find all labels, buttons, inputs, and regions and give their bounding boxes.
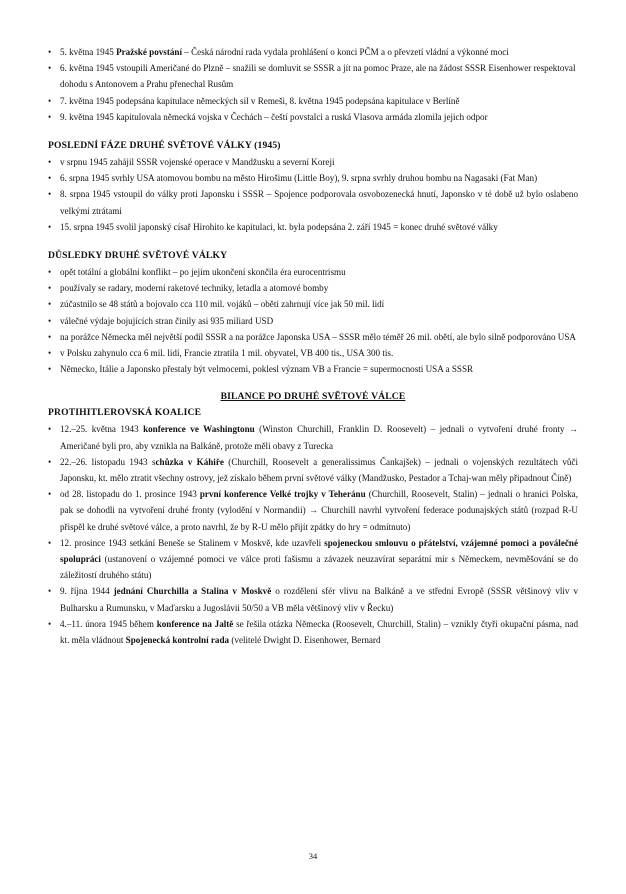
text: 12. prosince 1943 setkání Beneše se Stalinem v Moskvě, kde uzavřeli xyxy=(60,537,325,548)
text: 6. května 1945 vstoupili Američané do Plzně – snažili se domluvit se SSSR a jít na pomoc Praze, ale na žádost SSSR Eisenhower respektoval dohodu s Antonovem a Prahu přenechal Rusům xyxy=(60,63,576,90)
text: 5. května 1945 xyxy=(60,47,117,57)
list-item xyxy=(48,154,578,170)
text: 4.–11. února 1945 během xyxy=(60,618,157,629)
list-item xyxy=(48,345,578,361)
list-item xyxy=(48,583,578,615)
text: od 28. listopadu do 1. prosince 1943 xyxy=(60,489,200,500)
text: (Churchill, Roosevelt, Stalin) – jednali o hranici Polska, pak se dohodli na vytvoření druhé fronty (vylodění v Normandii) → Churchill navrhl vytvoření federace podunajských států (rozpad R-U přispěl ke druhé světové válce, a proto navrhl, že by R-U mělo přijít zpátky do hry = odmítnuto) xyxy=(60,489,578,532)
text: (Winston Churchill, Franklin D. Roosevelt) – jednali o vytvoření druhé fronty → Američané byli pro, aby vznikla na Balkáně, protože měli obavy z Turecka xyxy=(60,424,579,451)
text: (Churchill, Roosevelt a generalissimus Čankajšek) – jednali o vojenských rezultátech vůči Japonsku, kt. mělo ztratit všechny ostrovy, jež získalo během první světové války (Mandžusko, Pestador a Tchaj-wan měly připadnout Číně) xyxy=(60,456,578,484)
text: 22.–26. listopadu 1943 s xyxy=(60,456,156,467)
text: opět totální a globální konflikt – po jejím ukončení skončila éra eurocentrismu xyxy=(60,267,346,278)
list-item xyxy=(48,264,578,280)
list-item xyxy=(48,454,578,486)
list-item xyxy=(48,296,578,312)
text: – Česká národní rada vydala prohlášení o konci PČM a o převzetí vládní a výkonné moci xyxy=(182,47,509,57)
text: 12.–25. května 1943 xyxy=(60,424,144,435)
section-heading-consequences: DŮSLEDKY DRUHÉ SVĚTOVÉ VÁLKY xyxy=(48,250,228,262)
bold-text: jednání Churchilla a Stalina v Moskvě xyxy=(113,586,272,597)
bold-text: první konference Velké trojky v Teheránu xyxy=(199,489,366,500)
list-item xyxy=(48,280,578,296)
list-item xyxy=(48,44,578,60)
text: 8. srpna 1945 vstoupil do války proti Japonsku i SSSR – Spojence podporovala osvobozenecká hnutí, Japonsko v té době už bylo oslabeno velkými ztrátami xyxy=(60,189,578,216)
bold-text: konference ve Washingtonu xyxy=(143,424,255,435)
list-item xyxy=(48,109,578,125)
text: (velitelé Dwight D. Eisenhower, Bernard xyxy=(229,635,381,646)
text: na porážce Německa měl největší podíl SSSR a na porážce Japonska USA – SSSR mělo téměř 26 mil. obětí, ale bylo silně podporováno USA xyxy=(60,331,576,342)
text: válečné výdaje bojujících stran činily asi 935 miliard USD xyxy=(60,315,274,326)
text: 6. srpna 1945 svrhly USA atomovou bombu na město Hirošimu (Little Boy), 9. srpna svrhly druhou bombu na Nagasaki (Fat Man) xyxy=(60,173,538,184)
list-item xyxy=(48,219,578,235)
consequences-list xyxy=(48,264,578,377)
bold-text: chůzka v Káhiře xyxy=(155,456,224,467)
text: používaly se radary, moderní raketové techniky, letadla a atomové bomby xyxy=(60,283,329,294)
list-item xyxy=(48,313,578,329)
section-heading-last-phase: POSLEDNÍ FÁZE DRUHÉ SVĚTOVÉ VÁLKY (1945) xyxy=(48,140,281,152)
bold-text: Pražské povstání xyxy=(116,47,183,57)
intro-list xyxy=(48,44,578,125)
page-number: 34 xyxy=(308,851,318,861)
text: zúčastnilo se 48 států a bojovalo cca 110 mil. vojáků – oběti zahrnují více jak 50 mil. lidí xyxy=(60,299,385,310)
text: v Polsku zahynulo cca 6 mil. lidí, Francie ztratila 1 mil. obyvatel, VB 400 tis., USA 300 tis. xyxy=(60,348,394,359)
chapter-heading-bilance: BILANCE PO DRUHÉ SVĚTOVÉ VÁLCE xyxy=(220,391,406,403)
list-item xyxy=(48,535,578,584)
list-item xyxy=(48,616,578,648)
text: Německo, Itálie a Japonsko přestaly být velmocemi, poklesl význam VB a Francie = supermocnosti USA a SSSR xyxy=(60,364,474,375)
text: (ustanovení o vzájemné pomoci ve válce proti fašismu a závazek neuzavírat separátní mír s Německem, nevměšování se do záležitostí druhého státu) xyxy=(60,554,578,581)
bold-text: Spojenecká kontrolní rada xyxy=(125,635,230,646)
list-item xyxy=(48,93,578,109)
list-item xyxy=(48,170,578,186)
list-item xyxy=(48,60,578,92)
list-item xyxy=(48,329,578,345)
bold-text: konference na Jaltě xyxy=(156,618,234,629)
text: o rozdělení sfér vlivu na Balkáně a ve střední Evropě (SSSR většinový vliv v Bulharsku a Rumunsku, v Maďarsku a Jugoslávii 50/50 a VB měla většinový vliv v Řecku) xyxy=(60,586,578,613)
text: se řešila otázka Německa (Roosevelt, Churchill, Stalin) – vznikly čtyři okupační pásma, nad kt. měla vládnout xyxy=(60,618,578,646)
list-item xyxy=(48,421,578,453)
list-item xyxy=(48,361,578,377)
list-item xyxy=(48,186,578,218)
text: 7. května 1945 podepsána kapitulace německých sil v Remeši, 8. května 1945 podepsána kapitulace v Berlíně xyxy=(60,95,460,106)
text: 9. října 1944 xyxy=(60,586,114,597)
last-phase-list xyxy=(48,154,578,235)
bold-text: spojeneckou smlouvu o přátelství, vzájemné pomoci a poválečné spolupráci xyxy=(60,537,578,565)
list-item xyxy=(48,486,578,535)
text: 15. srpna 1945 svolil japonský císař Hirohito ke kapitulaci, kt. byla podepsána 2. září 1945 = konec druhé světové války xyxy=(60,221,498,232)
section-heading-coalition: PROTIHITLEROVSKÁ KOALICE xyxy=(48,407,202,419)
text: v srpnu 1945 zahájil SSSR vojenské operace v Mandžusku a severní Koreji xyxy=(60,157,335,168)
text: 9. května 1945 kapitulovala německá vojska v Čechách – čeští povstalci a ruská Vlasova armáda zlomila jejich odpor xyxy=(60,111,488,122)
coalition-list xyxy=(48,421,578,648)
